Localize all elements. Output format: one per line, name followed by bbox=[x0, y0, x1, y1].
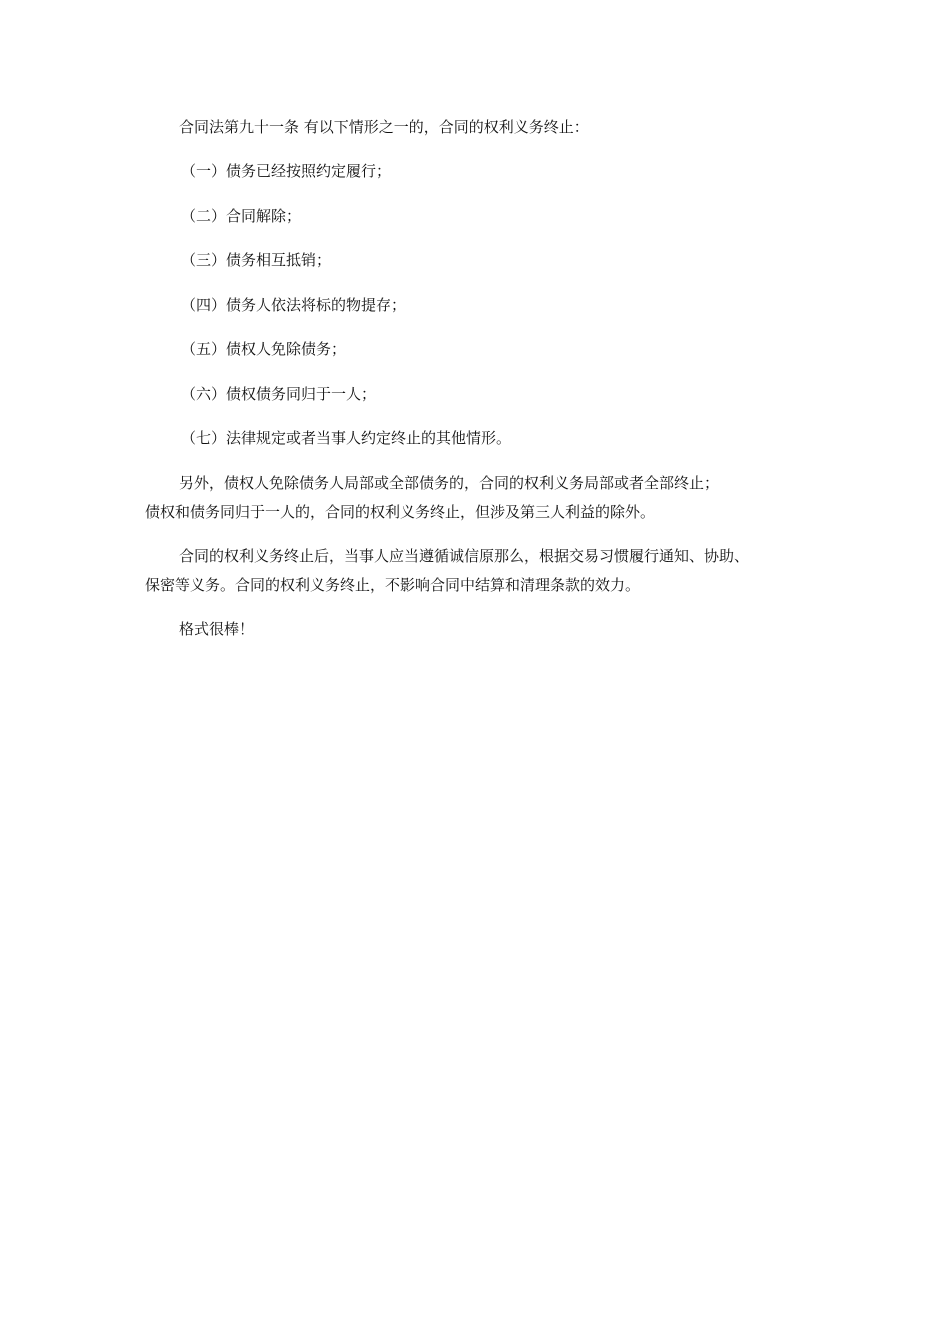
list-item: （四）债务人依法将标的物提存； bbox=[181, 295, 407, 314]
list-item: （六）债权债务同归于一人； bbox=[181, 384, 377, 403]
paragraph-post-termination-duties bbox=[145, 542, 825, 615]
list-item: （一）债务已经按照约定履行； bbox=[181, 162, 392, 180]
paragraph-line: 保密等义务。合同的权利义务终止，不影响合同中结算和清理条款的效力。 bbox=[145, 575, 641, 594]
closing-remark: 格式很棒！ bbox=[179, 619, 255, 638]
paragraph-line: 债权和债务同归于一人的，合同的权利义务终止，但涉及第三人利益的除外。 bbox=[145, 502, 656, 521]
paragraph-line: 合同的权利义务终止后，当事人应当遵循诚信原那么，根据交易习惯履行通知、协助、 bbox=[179, 546, 750, 565]
document-body bbox=[145, 113, 825, 644]
list-item: （七）法律规定或者当事人约定终止的其他情形。 bbox=[181, 429, 512, 447]
list-item: （三）债务相互抵销； bbox=[181, 251, 332, 269]
paragraph-line: 另外，债权人免除债务人局部或全部债务的，合同的权利义务局部或者全部终止； bbox=[179, 473, 720, 492]
list-item: （二）合同解除； bbox=[181, 206, 302, 225]
paragraph-termination-scope bbox=[145, 469, 825, 542]
list-item: （五）债权人免除债务； bbox=[181, 340, 347, 358]
article-heading: 合同法第九十一条 有以下情形之一的，合同的权利义务终止： bbox=[179, 118, 589, 136]
